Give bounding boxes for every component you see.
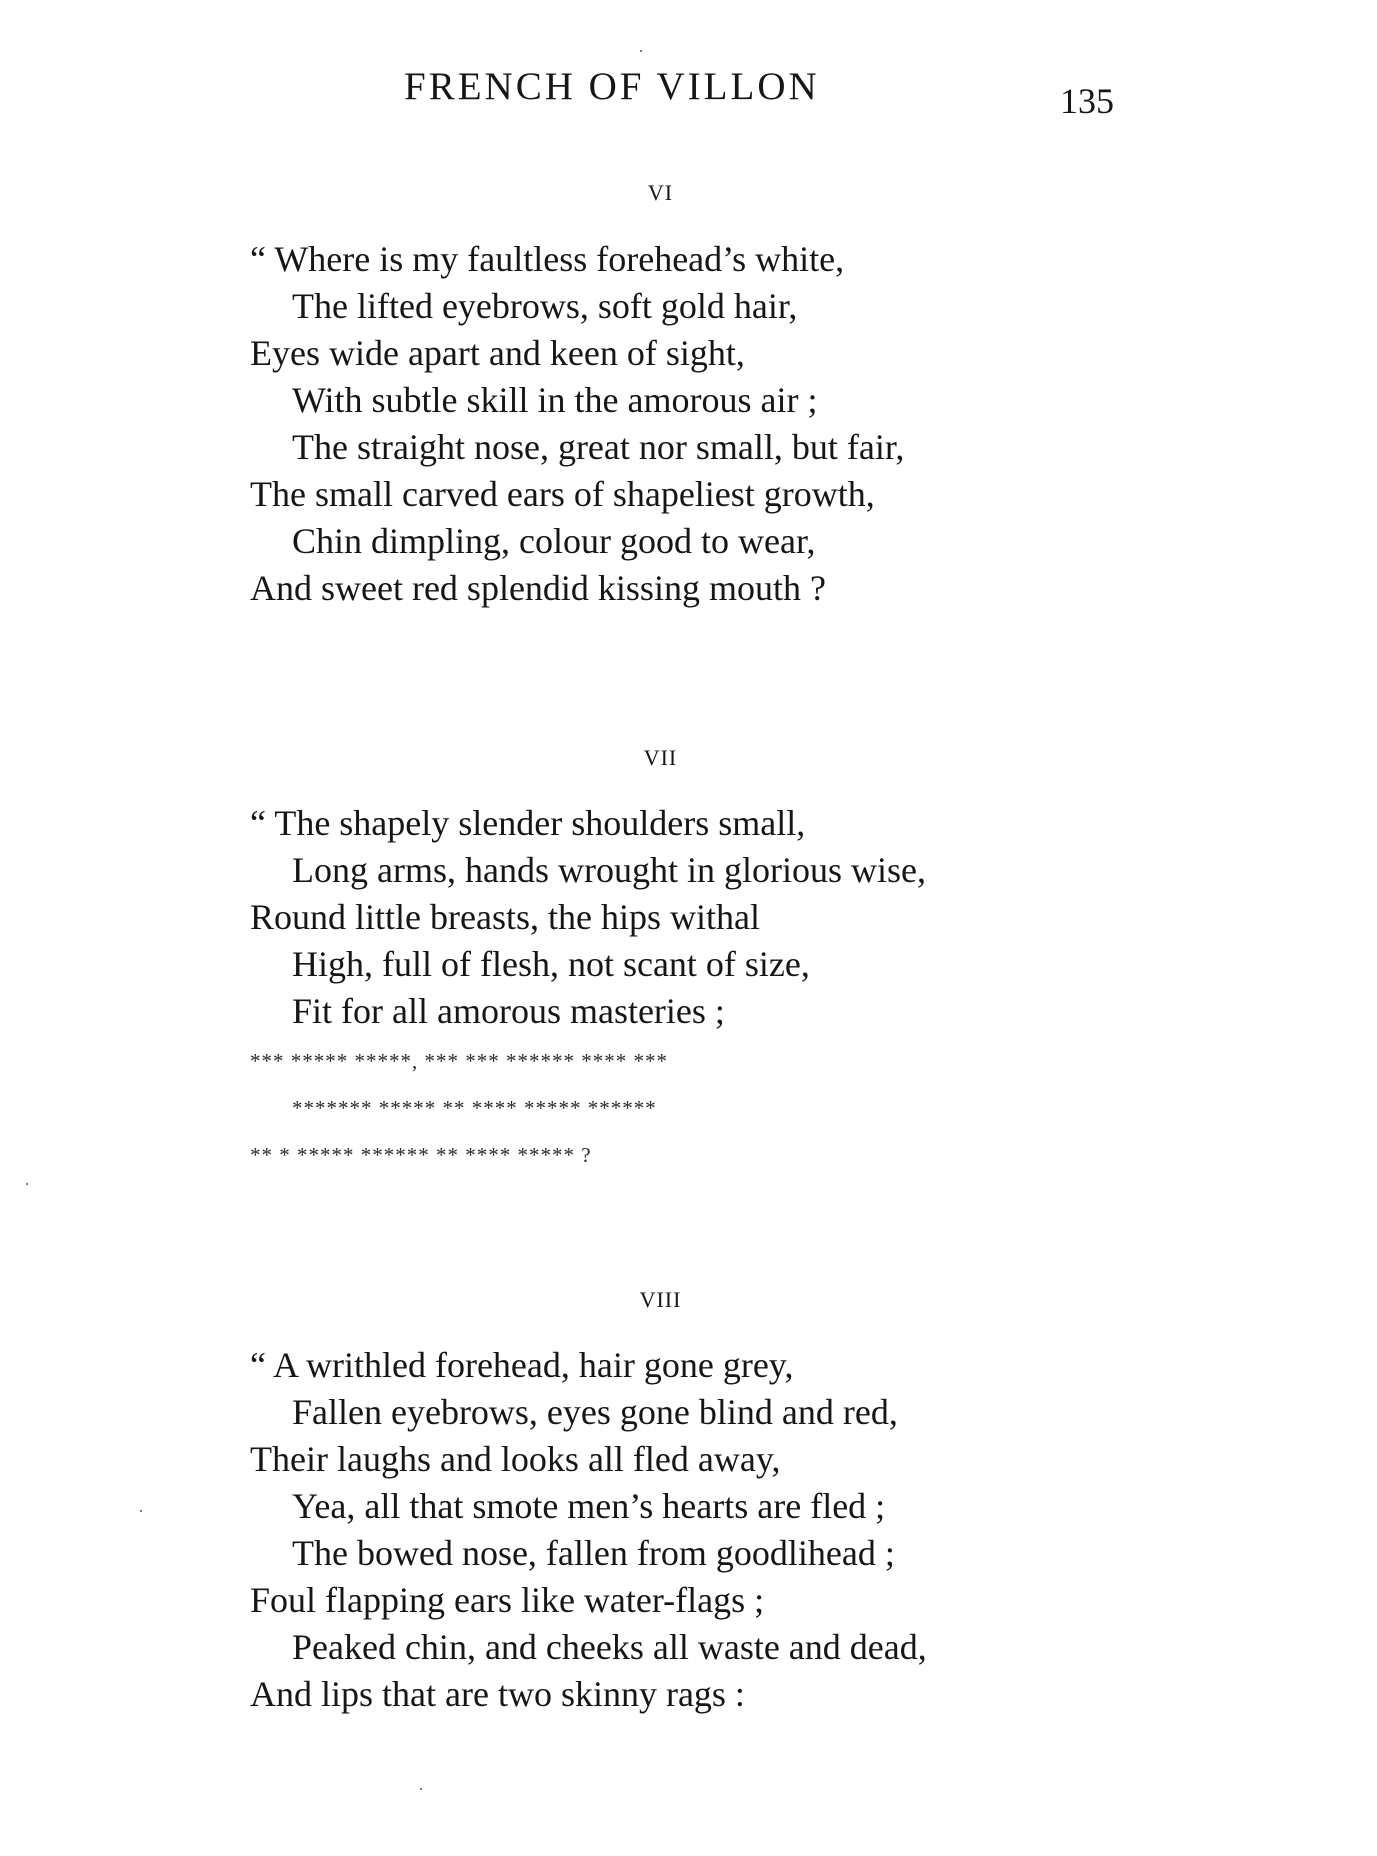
censored-line: *** ***** *****, *** *** ****** **** *** (250, 1049, 668, 1073)
verse-line: With subtle skill in the amorous air ; (292, 380, 818, 420)
verse-line: Yea, all that smote men’s hearts are fled ; (292, 1486, 886, 1526)
verse-line: “ The shapely slender shoulders small, (250, 803, 806, 843)
verse-line: Their laughs and looks all fled away, (250, 1439, 781, 1479)
censored-line: ******* ***** ** **** ***** ****** (292, 1096, 657, 1120)
verse-line: Foul flapping ears like water-flags ; (250, 1580, 765, 1620)
censored-lines (250, 1038, 668, 1179)
verse-line: High, full of flesh, not scant of size, (292, 944, 810, 984)
verse-line: “ A writhled forehead, hair gone grey, (250, 1345, 794, 1385)
stanza-vi (250, 236, 904, 612)
running-title: FRENCH OF VILLON (404, 65, 820, 108)
verse-line: Fallen eyebrows, eyes gone blind and red, (292, 1392, 898, 1432)
stanza-numeral-vi: VI (647, 180, 674, 205)
verse-line: And lips that are two skinny rags : (250, 1674, 745, 1714)
verse-line: Chin dimpling, colour good to wear, (292, 521, 816, 561)
scan-speck (640, 50, 642, 52)
verse-line: Eyes wide apart and keen of sight, (250, 333, 745, 373)
verse-line: The straight nose, great nor small, but fair, (292, 427, 905, 467)
stanza-viii (250, 1342, 927, 1718)
verse-line: Long arms, hands wrought in glorious wise, (292, 850, 926, 890)
verse-line: Fit for all amorous masteries ; (292, 991, 725, 1031)
verse-line: Round little breasts, the hips withal (250, 897, 760, 937)
verse-line: The lifted eyebrows, soft gold hair, (292, 286, 798, 326)
verse-line: Peaked chin, and cheeks all waste and dead, (292, 1627, 927, 1667)
scan-speck (26, 1183, 28, 1185)
scan-speck (420, 1788, 422, 1790)
stanza-numeral-viii: VIII (639, 1287, 682, 1312)
stanza-vii (250, 800, 926, 1035)
scan-speck (140, 1510, 142, 1512)
verse-line: The small carved ears of shapeliest growth, (250, 474, 875, 514)
censored-line: ** * ***** ****** ** **** ***** ? (250, 1143, 592, 1167)
verse-line: The bowed nose, fallen from goodlihead ; (292, 1533, 895, 1573)
page-number: 135 (1060, 81, 1114, 121)
verse-line: “ Where is my faultless forehead’s white, (250, 239, 845, 279)
verse-line: And sweet red splendid kissing mouth ? (250, 568, 826, 608)
stanza-numeral-vii: VII (643, 745, 678, 770)
